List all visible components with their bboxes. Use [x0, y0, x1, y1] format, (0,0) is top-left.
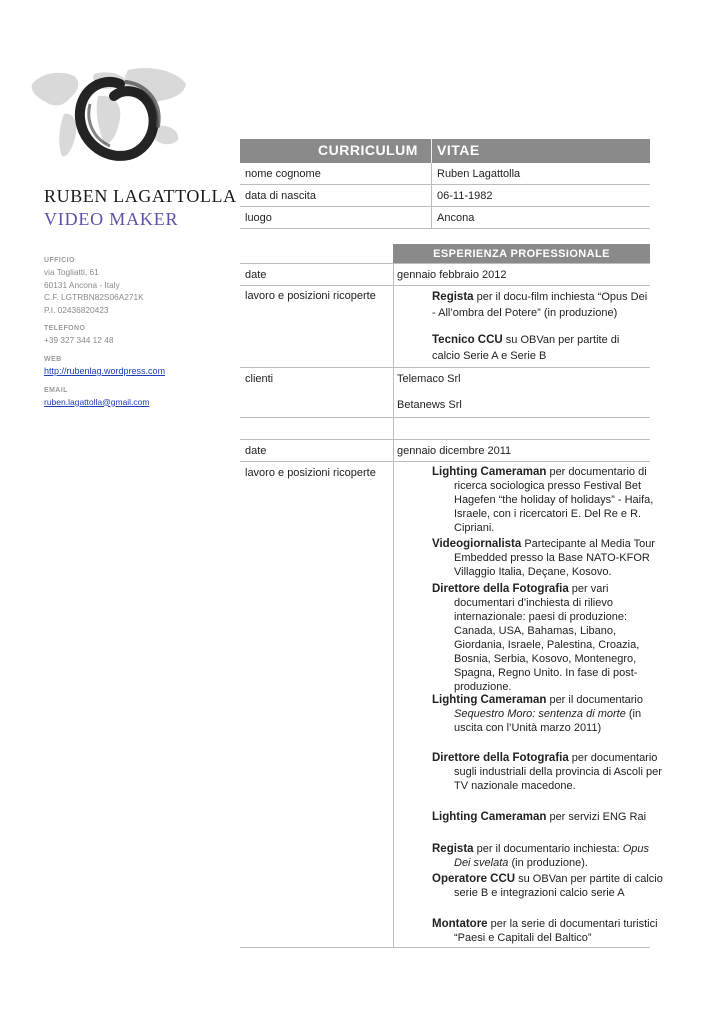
- exp1-date-row: [240, 264, 650, 286]
- roles-label: lavoro e posizioni ricoperte: [245, 467, 376, 479]
- experience-header-title: ESPERIENZA PROFESSIONALE: [433, 248, 610, 260]
- cv-header: [240, 139, 650, 163]
- personal-data-table: [240, 139, 650, 229]
- logo-world-map-enso: [28, 62, 190, 174]
- date-value: gennaio febbraio 2012: [397, 269, 507, 281]
- vat-number: P.I. 02436820423: [44, 304, 109, 315]
- column-divider: [431, 163, 432, 184]
- email-label: EMAIL: [44, 386, 68, 394]
- spacer-row: [240, 418, 650, 440]
- clients-label: clienti: [245, 373, 274, 385]
- cv-header-divider: [431, 139, 432, 163]
- exp2-entry-dop-2: Direttore della Fotografia per documentario sugli industriali della provincia di Ascoli per TV nazionale macedone.: [432, 752, 662, 792]
- date-label: date: [245, 269, 267, 281]
- personal-label: nome cognome: [245, 168, 321, 180]
- cv-header-word2: VITAE: [437, 142, 480, 158]
- address-line2: 60131 Ancona - Italy: [44, 279, 120, 290]
- exp2-entry-montatore: Montatore per la serie di documentari turistici “Paesi e Capitali del Baltico”: [432, 918, 658, 944]
- cv-header-word1: CURRICULUM: [318, 142, 418, 158]
- exp2-entry-regista: Regista per il documentario inchiesta: Opus Dei svelata (in produzione).: [432, 843, 650, 869]
- exp1-role-regista: Regista per il docu-film inchiesta “Opus Dei - All’ombra del Potere” (in produzione): [432, 291, 648, 319]
- client-name: Betanews Srl: [397, 399, 462, 411]
- office-label: UFFICIO: [44, 257, 75, 264]
- column-divider: [431, 207, 432, 228]
- personal-value: Ruben Lagattolla: [437, 168, 521, 180]
- personal-label: luogo: [245, 212, 272, 224]
- exp1-clients-row: [240, 368, 650, 418]
- phone-number: +39 327 344 12 48: [44, 335, 114, 346]
- phone-label: TELEFONO: [44, 325, 86, 333]
- personal-row-place: [240, 207, 650, 229]
- client-name: Telemaco Srl: [397, 373, 461, 385]
- exp2-entry-lighting-2: Lighting Cameraman per il documentario Sequestro Moro: sentenza di morte (in uscita con l’Unità marzo 2011): [432, 694, 643, 734]
- exp2-entry-operatore-ccu: Operatore CCU su OBVan per partite di calcio serie B e integrazioni calcio serie A: [432, 873, 663, 899]
- email-link[interactable]: ruben.lagattolla@gmail.com: [44, 396, 150, 407]
- person-name: RUBEN LAGATTOLLA: [44, 186, 237, 206]
- personal-value: 06-11-1982: [437, 190, 493, 202]
- web-label: WEB: [44, 355, 62, 363]
- exp2-date-row: [240, 440, 650, 462]
- exp1-roles-row: [240, 286, 650, 368]
- personal-value: Ancona: [437, 212, 475, 224]
- exp1-role-tecnico: Tecnico CCU su OBVan per partite di calcio Serie A e Serie B: [432, 334, 620, 362]
- exp2-entry-lighting-1: Lighting Cameraman per documentario di ricerca sociologica presso Festival Bet Hagefen “the holiday of holidays” - Haifa, Israele, con i ricercatori E. Del Re e R. Cipriani.: [432, 466, 654, 534]
- experience-header: [240, 244, 650, 264]
- exp2-entry-videogiornalista: Videogiornalista Partecipante al Media Tour Embedded presso la Base NATO-KFOR Villaggio Italia, Deçane, Kosovo.: [432, 538, 655, 578]
- exp2-entry-lighting-3: Lighting Cameraman per servizi ENG Rai: [432, 811, 647, 823]
- exp2-roles-row: [240, 462, 663, 948]
- address-line1: via Togliatti, 61: [44, 267, 99, 277]
- contact-info: [44, 255, 224, 408]
- date-label: date: [245, 445, 267, 457]
- experience-table: [240, 244, 663, 948]
- date-value: gennaio dicembre 2011: [397, 445, 512, 457]
- personal-label: data di nascita: [245, 190, 316, 202]
- exp2-entry-dop-1: Direttore della Fotografia per vari documentari d’inchiesta di rilievo internazionale: paesi di produzione: Canada, USA, Bahamas, Libano, Giordania, Israele, Palestina, Croazia, Bosnia, Serbia, Kosovo, Montenegro, Spagna, Regno Unito. In fase di post-produzione.: [432, 583, 640, 693]
- column-divider: [431, 185, 432, 206]
- website-link[interactable]: http://rubenlag.wordpress.com: [44, 365, 166, 376]
- roles-label: lavoro e posizioni ricoperte: [245, 290, 376, 302]
- tax-code: C.F. LGTRBN82S06A271K: [44, 292, 144, 303]
- personal-row-birthdate: [240, 185, 650, 207]
- person-role: VIDEO MAKER: [44, 209, 179, 229]
- personal-row-name: [240, 163, 650, 185]
